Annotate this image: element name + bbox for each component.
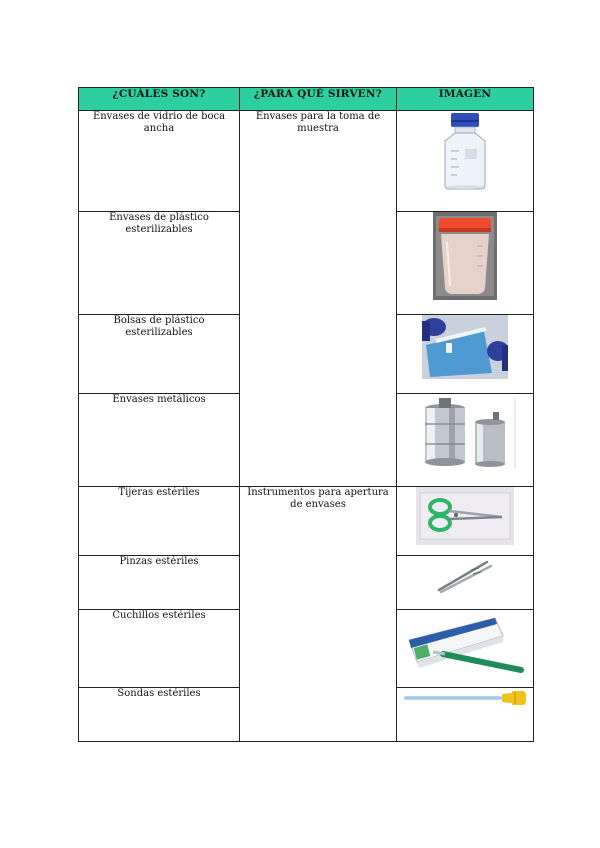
item-name: Envases de plástico esterilizables (79, 212, 240, 315)
scalpel-icon (403, 610, 527, 680)
glass-bottle-icon (435, 111, 495, 191)
probe-icon (402, 688, 528, 708)
item-image-cell (397, 556, 534, 610)
scissors-icon (416, 487, 514, 545)
item-name: Bolsas de plástico esterilizables (79, 315, 240, 394)
item-name: Sondas estériles (79, 688, 240, 742)
table-row (79, 487, 534, 556)
plastic-container-icon (433, 212, 497, 300)
sterile-bag-icon (422, 315, 508, 379)
table-header-row (79, 88, 534, 111)
item-image-cell (397, 212, 534, 315)
item-image-cell (397, 315, 534, 394)
purpose-cell: Instrumentos para apertura de envases (240, 487, 397, 742)
item-image-cell (397, 487, 534, 556)
item-name: Envases de vidrio de boca ancha (79, 111, 240, 212)
sterile-materials-table (78, 87, 534, 742)
item-name: Pinzas estériles (79, 556, 240, 610)
item-name: Cuchillos estériles (79, 610, 240, 688)
item-image-cell (397, 610, 534, 688)
table-row (79, 111, 534, 212)
tweezers-icon (435, 556, 495, 596)
item-image-cell (397, 394, 534, 487)
item-name: Tijeras estériles (79, 487, 240, 556)
item-image-cell (397, 111, 534, 212)
purpose-cell: Envases para la toma de muestra (240, 111, 397, 487)
item-image-cell (397, 688, 534, 742)
metal-cans-icon (413, 394, 517, 472)
header-imagen: IMAGEN (397, 88, 534, 111)
header-para-que: ¿PARA QUÉ SIRVEN? (240, 88, 397, 111)
item-name: Envases metálicos (79, 394, 240, 487)
header-cuales: ¿CUÁLES SON? (79, 88, 240, 111)
